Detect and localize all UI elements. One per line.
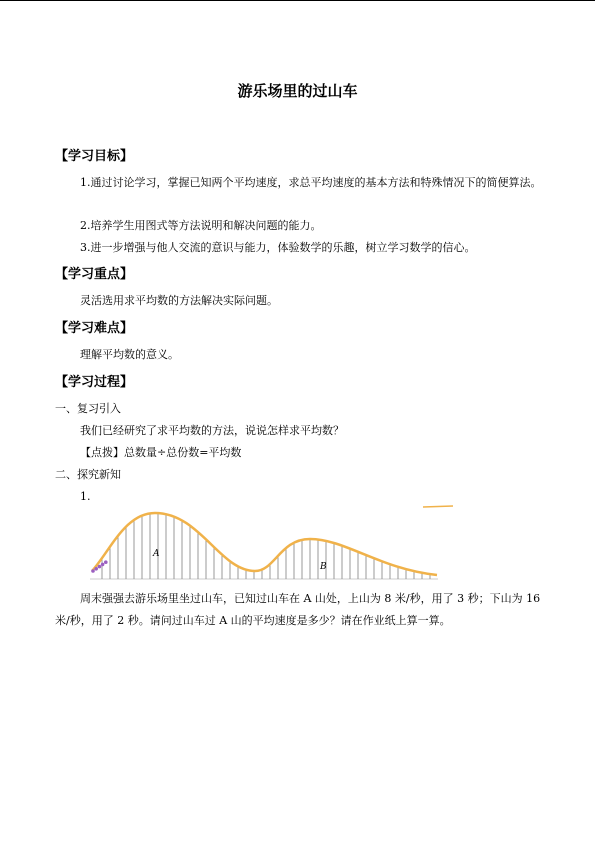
review-section-title: 一、复习引入 <box>55 402 121 415</box>
explore-section-title: 二、探究新知 <box>55 468 121 481</box>
page-title: 游乐场里的过山车 <box>237 82 358 100</box>
keypoint-heading: 【学习重点】 <box>55 267 134 282</box>
rider-dot <box>98 565 102 569</box>
review-question: 我们已经研究了求平均数的方法，说说怎样求平均数？ <box>80 424 344 437</box>
goal-item-1: 1.通过讨论学习，掌握已知两个平均速度，求总平均速度的基本方法和特殊情况下的简便算法。 <box>80 176 542 189</box>
roller-coaster-figure <box>80 495 460 583</box>
goal-item-2: 2.培养学生用图式等方法说明和解决问题的能力。 <box>80 219 322 232</box>
keypoint-text: 灵活选用求平均数的方法解决实际问题。 <box>80 294 278 307</box>
goal-item-3: 3.进一步增强与他人交流的意识与能力，体验数学的乐趣，树立学习数学的信心。 <box>80 241 476 254</box>
process-heading: 【学习过程】 <box>55 375 134 390</box>
header-rule <box>0 0 595 1</box>
goals-heading: 【学习目标】 <box>55 149 134 164</box>
problem-number: 1. <box>80 490 91 503</box>
track-fragment <box>423 506 453 507</box>
difficulty-heading: 【学习难点】 <box>55 321 134 336</box>
rider-dot <box>91 569 95 573</box>
hill-b-label: B <box>320 562 327 572</box>
coaster-track <box>92 513 437 575</box>
problem-text: 周末强强去游乐场里坐过山车，已知过山车在 A 山处，上山为 8 米/秒，用了 3 秒；下山为 16 米/秒，用了 2 秒。请问过山车过 A 山的平均速度是多少？请在作业纸上算一算。 <box>55 592 541 627</box>
hill-a-label: A <box>153 549 160 559</box>
review-hint: 【点拨】总数量÷总份数=平均数 <box>80 446 242 459</box>
rider-dot <box>101 563 105 567</box>
difficulty-text: 理解平均数的意义。 <box>80 348 179 361</box>
rider-dot <box>104 560 108 564</box>
rider-dot <box>94 567 98 571</box>
